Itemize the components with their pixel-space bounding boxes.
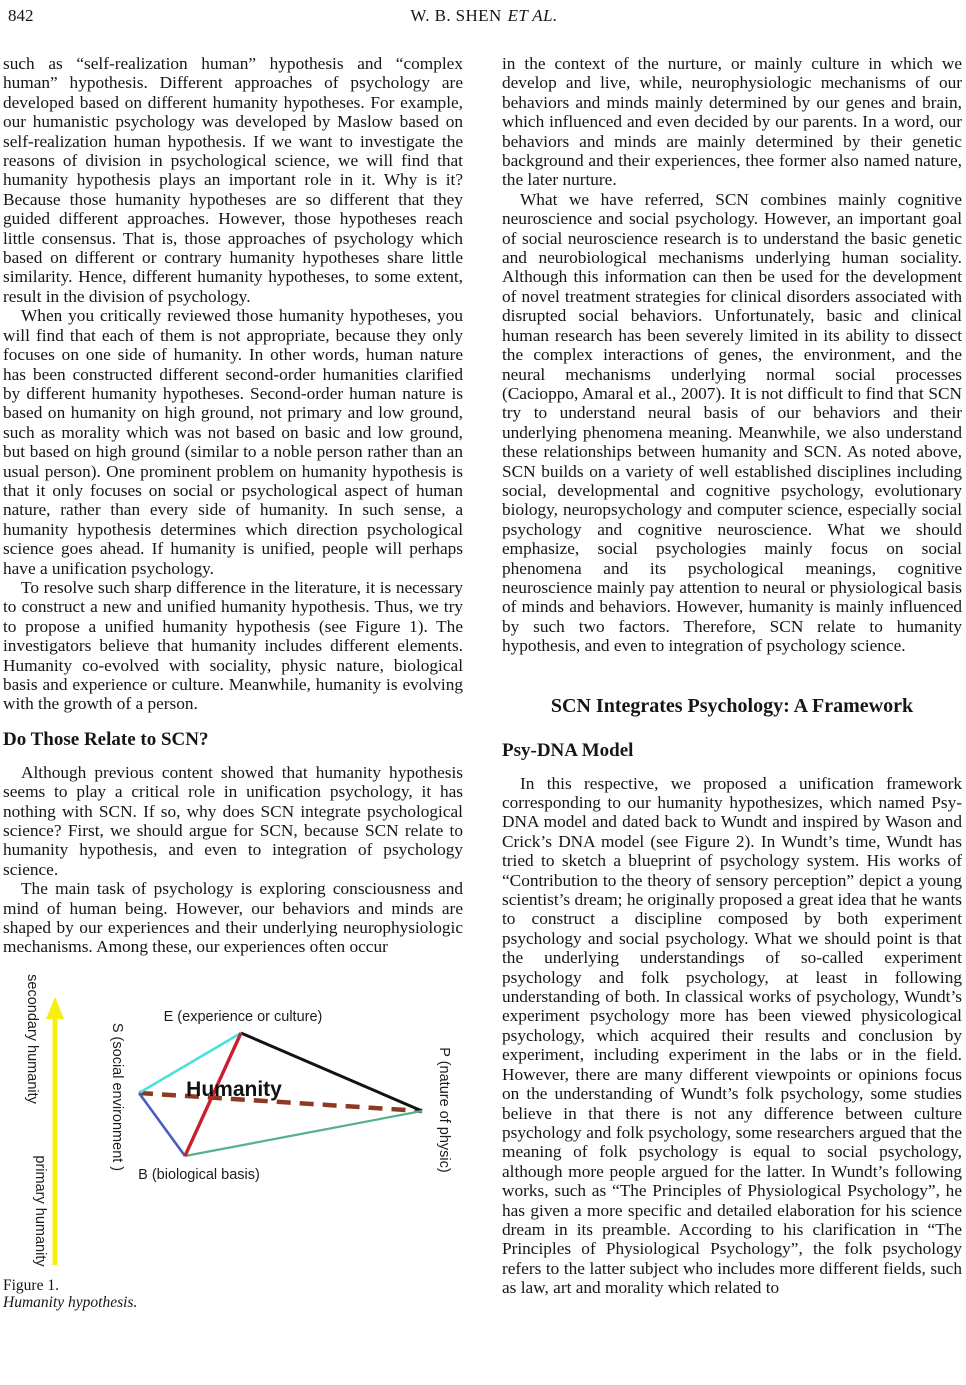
figure-1-humanity-hypothesis	[3, 973, 463, 1312]
section-heading: SCN Integrates Psychology: A Framework	[550, 694, 914, 717]
vertex-label-e: E (experience or culture)	[163, 1008, 323, 1025]
humanity-diagram	[3, 973, 463, 1273]
paragraph: Although previous content showed that humanity hypothesis seems to play a critical role in unification psychology, it has nothing with SCN. If so, why does SCN integrate psychological science? First, we should argue for SCN, because SCN relate to humanity hypothesis, and even to integration of psychology science.	[3, 762, 463, 879]
two-column-body	[0, 26, 966, 1312]
axis-label-primary-humanity: primary humanity	[32, 1155, 48, 1267]
axis-label-secondary-humanity: secondary humanity	[24, 973, 40, 1104]
paragraph: in the context of the nurture, or mainly culture in which we develop and live, while, neurophysiologic mechanisms of our behaviors and minds mainly determined by our genes and brain, which influenced and even decided by our parents. In a word, our behaviors and minds are mainly determined by their genetic background and their experiences, thee former also named nature, the later nurture.	[502, 54, 962, 190]
figure-caption	[3, 1277, 463, 1312]
figure-caption-label: Figure 1.	[3, 1276, 59, 1294]
paragraph: When you critically reviewed those humanity hypotheses, you will find that each of them is not appropriate, because they only focuses on one side of humanity. In other words, human nature has been constructed different second-order humanities clarified by different humanity hypotheses. Second-order human nature is based on humanity on high ground, not primary and low ground, such as morality which was not based on basic and low ground, but based on high ground (similar to a noble person rather than an usual person). One prominent problem on humanity hypothesis is that it only focuses on social or psychological aspect of human nature, rather than every side of humanity. In such sense, a humanity hypothesis determines which direction psychological science goes ahead. If humanity is unified, people will perhaps have a unification psychology.	[3, 306, 463, 578]
subsection-heading: Psy-DNA Model	[502, 739, 634, 761]
right-column	[502, 54, 962, 1312]
running-head-etal: ET AL.	[507, 6, 558, 25]
paragraph: such as “self-realization human” hypothesis and “complex human” hypothesis. Different approaches of psychology are developed based on different humanity hypotheses. For example, our humanistic psychology was developed by Maslow based on self-realization human hypothesis. If we want to investigate the reasons of division in psychological science, we will find that humanity hypothesis plays an important role in it. Why is it? Because those humanity hypotheses are so different that they guided different approaches. However, those hypotheses reach little consensus. That is, those approaches of psychology which based on different or contrary humanity hypotheses share little similarity. Hence, different humanity hypotheses, to some extent, result in the division of psychology.	[3, 54, 463, 306]
figure-caption-text: Humanity hypothesis.	[3, 1294, 138, 1312]
edge-s-b	[139, 1093, 185, 1156]
paragraph: To resolve such sharp difference in the literature, it is necessary to construct a new and unified humanity hypothesis. Thus, we try to propose a unified humanity hypothesis (see Figure 1). The investigators believe that humanity includes different elements. Humanity co-evolved with sociality, physic nature, biological basis and experience or culture. Meanwhile, humanity is evolving with the growth of a person.	[3, 577, 463, 714]
vertex-label-s: S (social environment )	[109, 1022, 125, 1172]
left-column	[3, 54, 463, 1312]
paragraph: The main task of psychology is exploring consciousness and mind of human being. However, our behaviors and minds are shaped by our experiences and their underlying neurophysiologic mechanisms. Among these, our experiences often occur	[3, 879, 463, 957]
paragraph: What we have referred, SCN combines mainly cognitive neuroscience and social psychology. However, an important goal of social neuroscience research is to understand the basic genetic and neurobiological mechanisms underlying human sociality. Although this information can then be used for the development of novel treatment strategies for clinical disorders associated with disrupted social behaviors. Unfortunately, basic and clinical human research has been severely limited in its ability to dissect the complex interactions of genes, the environment, and the neural mechanisms underlying normal social processes (Cacioppo, Amaral et al., 2007). It is not difficult to find that SCN try to understand neural basis of our behaviors and their underlying phenomena meaning. Meanwhile, we also understand these relationships between humanity and SCN. As noted above, SCN builds on a variety of well established disciplines including social, developmental and cognitive psychology, evolutionary biology, neuropsychology and computer science, especially social psychology and cognitive neuroscience. What we should emphasize, social psychologies mainly focus on social phenomena and its psychological meanings, cognitive neuroscience mainly pay attention to neural or physiological basis of minds and behaviors. However, humanity is mainly influenced by such two factors. Therefore, SCN relate to humanity hypothesis, and even to integration of psychology science.	[502, 189, 962, 656]
up-arrow-icon	[46, 997, 64, 1019]
running-header	[0, 0, 966, 26]
vertex-label-b: B (biological basis)	[138, 1166, 260, 1183]
paragraph: In this respective, we proposed a unification framework corresponding to our humanity hypothesizes, which named Psy-DNA model and dated back to Wundt and inspired by Wason and Crick’s DNA model (see Figure 2). In Wundt’s time, Wundt has tried to sketch a blueprint of psychology system. His works of “Contribution to the theory of sensory perception” depict a young scientist’s dream; he originally proposed a great idea that he wants to construct a discipline composed by both experiment psychology and social psychology. What we should point is that the underlying understandings of so-called experiment psychology and folk psychology, at least in following understanding of both. In classical works of psychology, Wundt’s experiment psychology more has been viewed physicological psychology, which acquired their results and conclusion by experiment, including experiment in the labs or in the field. However, there are many different viewpoints or opinions focus on the understanding of Wundt’s folk psychology, some studies believe in that there is not any difference between culture psychology and folk psychology, some researchers argued that the meaning of folk psychology is equal to social psychology, although more people argued for the latter. In Wundt’s following works, such as “The Principles of Physiological Psychology”, he has given a more specific and detailed elaboration for his science dream in its preamble. According to his clarification in “The Principles of Physiological Psychology”, the folk psychology refers to the latter subject who includes more different fields, such as law, art and morality which related to	[502, 773, 962, 1298]
subsection-heading: Do Those Relate to SCN?	[3, 728, 209, 750]
running-title	[128, 6, 840, 26]
diagram-center-label-humanity: Humanity	[186, 1077, 282, 1101]
running-head-authors: W. B. SHEN	[410, 6, 502, 25]
vertex-label-p: P (nature of physic)	[436, 1047, 452, 1173]
page-number: 842	[8, 6, 34, 25]
edge-b-p	[185, 1111, 422, 1156]
